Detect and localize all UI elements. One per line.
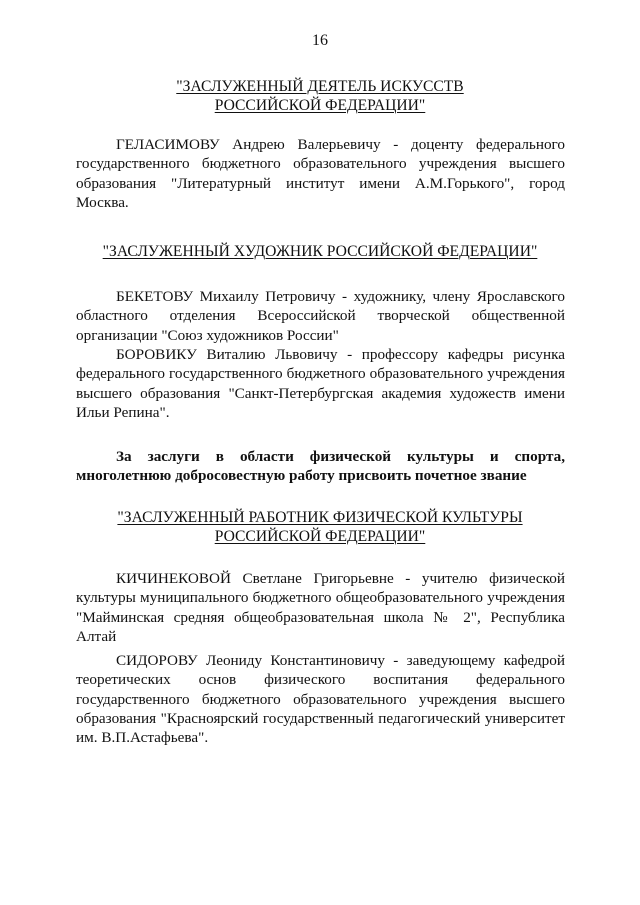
award-intro-sport: За заслуги в области физической культуры и спорта, многолетнюю добросовестную работу присвоить почетное звание <box>76 448 565 485</box>
award-entry-kichinekova: КИЧИНЕКОВОЙ Светлане Григорьевне - учителю физической культуры муниципального бюджетного общеобразовательного учреждения "Майминская средняя общеобразовательная школа № 2", Республика Алтай <box>76 570 565 645</box>
heading-line: РОССИЙСКОЙ ФЕДЕРАЦИИ" <box>214 97 426 114</box>
section-heading-honored-artist <box>70 242 570 261</box>
heading-line: РОССИЙСКОЙ ФЕДЕРАЦИИ" <box>214 528 426 545</box>
heading-line: "ЗАСЛУЖЕННЫЙ ХУДОЖНИК РОССИЙСКОЙ ФЕДЕРАЦИИ" <box>102 243 538 260</box>
award-entry-sidorov: СИДОРОВУ Леониду Константиновичу - заведующему кафедрой теоретических основ физического воспитания федерального государственного бюджетного образовательного учреждения высшего образования "Красноярский государственный педагогический университет им. В.П.Астафьева". <box>76 652 565 747</box>
heading-line: "ЗАСЛУЖЕННЫЙ ДЕЯТЕЛЬ ИСКУССТВ <box>176 78 464 95</box>
award-entry-gelasimov: ГЕЛАСИМОВУ Андрею Валерьевичу - доценту федерального государственного бюджетного образовательного учреждения высшего образования "Литературный институт имени А.М.Горького", город Москва. <box>76 136 565 211</box>
heading-line: "ЗАСЛУЖЕННЫЙ РАБОТНИК ФИЗИЧЕСКОЙ КУЛЬТУРЫ <box>117 509 523 526</box>
award-entry-beketov: БЕКЕТОВУ Михаилу Петровичу - художнику, члену Ярославского областного отделения Всероссийской творческой общественной организации "Союз художников России" <box>76 288 565 344</box>
section-heading-honored-sport-worker <box>70 508 570 546</box>
section-heading-honored-art-worker <box>70 77 570 115</box>
award-entry-borovik: БОРОВИКУ Виталию Львовичу - профессору кафедры рисунка федерального государственного бюджетного образовательного учреждения высшего образования "Санкт-Петербургская академия художеств имени Ильи Репина". <box>76 346 565 421</box>
page-number: 16 <box>312 32 328 49</box>
